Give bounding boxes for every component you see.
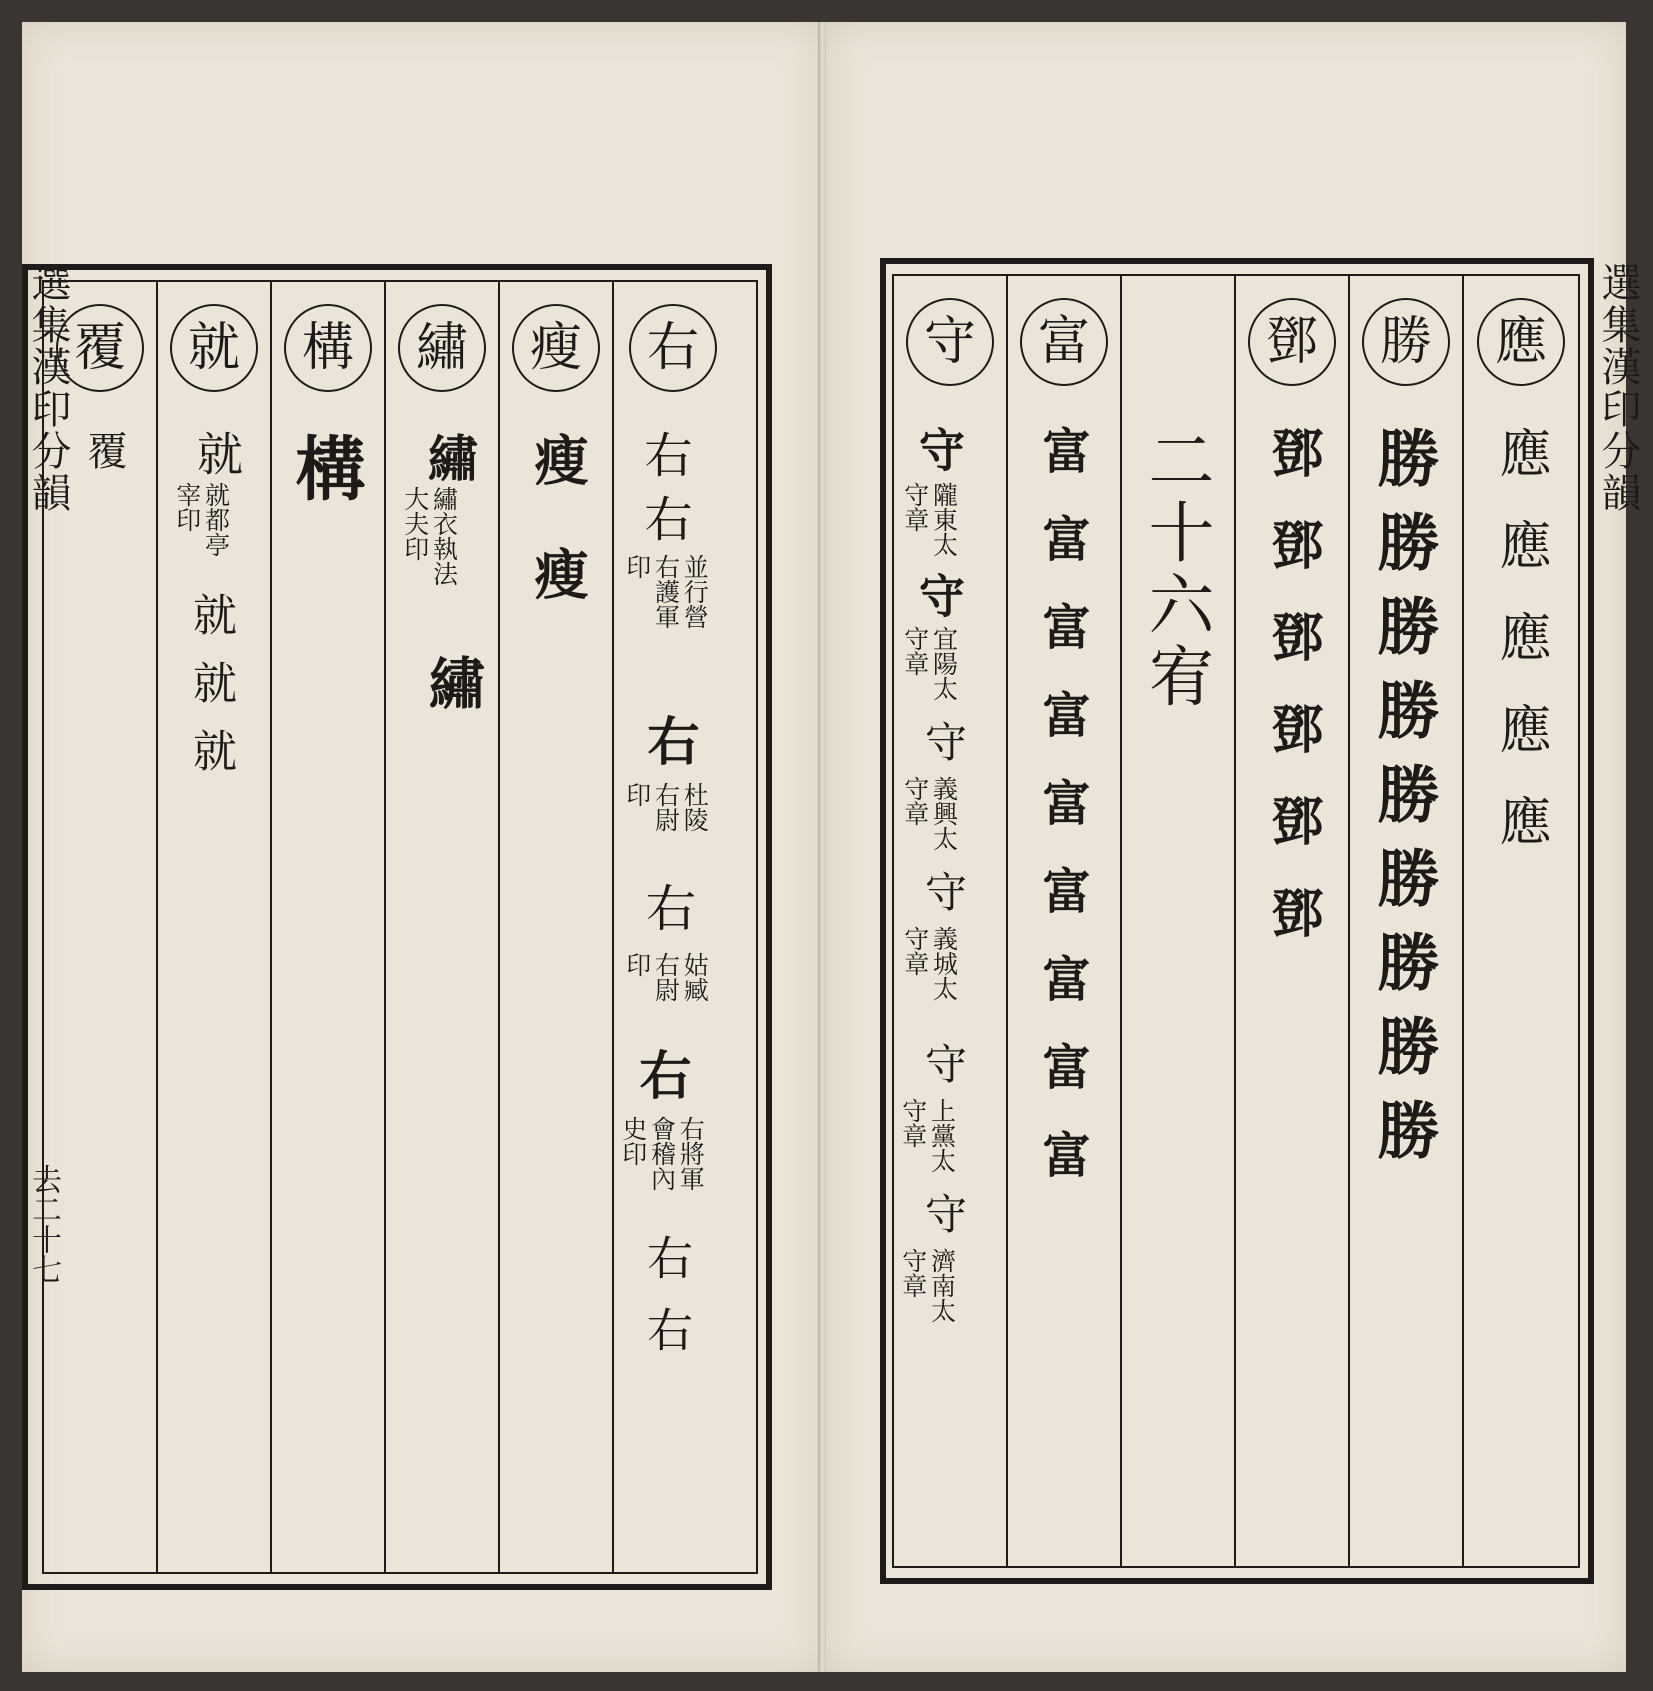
seal-glyph: 繡 — [420, 432, 478, 482]
column-shou — [498, 282, 612, 1572]
seal-source-note: 濟南太守章 — [898, 1248, 957, 1323]
seal-source-note: 隴東太守章 — [900, 482, 959, 557]
seal-glyph: 構 — [284, 432, 366, 502]
headword-circle: 就 — [170, 304, 258, 392]
margin-title-right: 選集漢印分韻 — [1595, 262, 1641, 514]
seal-source-note: 上黨太守章 — [898, 1098, 957, 1173]
headword-circle: 應 — [1477, 298, 1565, 386]
seal-glyph: 右 — [638, 882, 696, 932]
left-grid — [42, 280, 758, 1574]
headword-circle: 守 — [906, 298, 994, 386]
seal-glyph: 守 — [919, 720, 968, 762]
seal-glyph: 瘦瘦 — [526, 432, 589, 660]
headword-circle: 瘦 — [512, 304, 600, 392]
headword-circle: 覆 — [56, 304, 144, 392]
headword-circle: 富 — [1020, 298, 1108, 386]
margin-title-left: 選集漢印分韻 — [25, 262, 71, 514]
column-sheng — [1348, 276, 1462, 1566]
headword-circle: 構 — [284, 304, 372, 392]
headword-circle: 繡 — [398, 304, 486, 392]
seal-source-note: 右將軍會稽內史印 — [618, 1116, 706, 1191]
seal-glyph: 守 — [919, 1042, 968, 1084]
headword-circle: 鄧 — [1248, 298, 1336, 386]
seal-source-note: 就都亭宰印 — [172, 482, 231, 557]
seal-source-note: 義城太守章 — [900, 926, 959, 1001]
seal-glyph: 鄧鄧鄧鄧鄧鄧 — [1262, 426, 1322, 978]
seal-glyph: 守 — [912, 426, 966, 472]
seal-glyph: 右 — [630, 1048, 690, 1100]
column-jiu — [156, 282, 270, 1572]
column-gou — [270, 282, 384, 1572]
column-xiu — [384, 282, 498, 1572]
rime-heading: 二十六宥 — [1137, 426, 1214, 714]
seal-glyph: 守 — [919, 870, 968, 912]
seal-glyph: 應應應應應 — [1490, 426, 1550, 886]
right-page — [826, 22, 1641, 1672]
seal-source-note: 義興太守章 — [900, 776, 959, 851]
column-ying — [1462, 276, 1578, 1566]
column-shou-guard — [894, 276, 1006, 1566]
right-grid — [892, 274, 1580, 1568]
seal-glyph: 繡 — [420, 654, 485, 710]
seal-glyph: 右 — [638, 714, 698, 766]
headword-circle: 右 — [629, 304, 717, 392]
column-you — [612, 282, 732, 1572]
seal-glyph: 守 — [919, 1192, 968, 1234]
seal-source-note: 並行營右護軍印 — [622, 554, 710, 629]
right-frame — [880, 258, 1594, 1584]
seal-glyph: 覆 — [81, 430, 127, 470]
seal-source-note: 宜陽太守章 — [900, 626, 959, 701]
column-rime-heading — [1120, 276, 1234, 1566]
seal-source-note: 杜陵右尉印 — [622, 782, 710, 832]
column-fu — [44, 282, 156, 1572]
left-frame — [22, 264, 772, 1590]
seal-source-note: 姑臧右尉印 — [622, 952, 710, 1002]
seal-glyph: 就就就 — [185, 592, 236, 796]
left-page — [22, 22, 822, 1672]
seal-glyph: 右右 — [640, 1234, 694, 1378]
seal-glyph: 右右 — [636, 430, 692, 558]
seal-glyph: 富富富富富富富富富 — [1034, 426, 1090, 1218]
seal-glyph: 勝勝勝勝勝勝勝勝勝 — [1367, 426, 1440, 1182]
seal-source-note: 繡衣執法大夫印 — [400, 486, 459, 586]
folio-number: 去二十七 — [26, 1164, 61, 1284]
column-fu-rich — [1006, 276, 1120, 1566]
seal-glyph: 就 — [190, 430, 244, 476]
seal-glyph: 守 — [912, 572, 966, 618]
column-deng — [1234, 276, 1348, 1566]
headword-circle: 勝 — [1362, 298, 1450, 386]
